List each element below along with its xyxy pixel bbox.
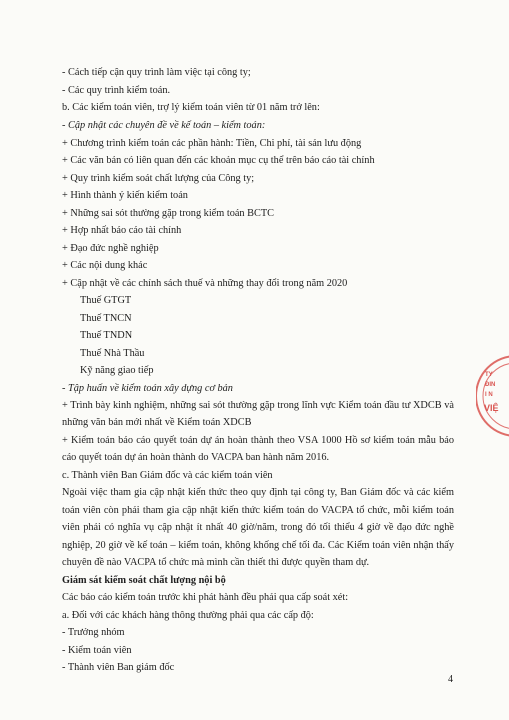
text-line: + Các nội dung khác	[62, 260, 148, 271]
stamp-text: ĐIN	[485, 382, 496, 388]
text-line: + Kiểm toán báo cáo quyết toán dự án hoàn thành theo VSA 1000 Hồ sơ kiểm toán mẫu báo	[62, 435, 454, 446]
text-line: toán viên còn phải tham gia cập nhật kiến thức kiểm toán do VACPA tổ chức, mỗi kiểm toán	[62, 505, 454, 516]
text-line: Thuế TNCN	[80, 313, 132, 324]
text-line: + Chương trình kiểm toán các phần hành: Tiền, Chi phí, tài sản lưu động	[62, 138, 362, 149]
stamp-text: VIỆ	[484, 403, 499, 413]
text-line: + Cập nhật về các chính sách thuế và những thay đổi trong năm 2020	[62, 278, 348, 289]
text-line: + Hình thành ý kiến kiểm toán	[62, 190, 188, 201]
company-stamp	[476, 348, 509, 444]
text-line: - Cách tiếp cận quy trình làm việc tại công ty;	[62, 67, 251, 78]
text-line: + Đạo đức nghề nghiệp	[62, 243, 159, 254]
text-line: cáo quyết toán dự án hoàn thành do VACPA ban hành năm 2016.	[62, 452, 330, 463]
text-line: - Kiểm toán viên	[62, 645, 132, 656]
text-line: a. Đối với các khách hàng thông thường phải qua các cấp độ:	[62, 610, 314, 621]
text-line: Ngoài việc tham gia cập nhật kiến thức theo quy định tại công ty, Ban Giám đốc và các kiểm	[62, 487, 454, 498]
text-line: Thuế GTGT	[80, 295, 132, 306]
text-line: Kỹ năng giao tiếp	[80, 365, 154, 376]
text-line: - Tập huấn về kiểm toán xây dựng cơ bản	[62, 383, 233, 394]
section-heading: Giám sát kiểm soát chất lượng nội bộ	[62, 575, 226, 586]
text-line: chuyên đề nào VACPA tổ chức mà mình cần thiết thì được quyền tham dự.	[62, 557, 370, 568]
text-line: + Trình bày kinh nghiệm, những sai sót thường gặp trong lĩnh vực Kiểm toán đầu tư XDCB và	[62, 400, 454, 411]
text-line: + Hợp nhất báo cáo tài chính	[62, 225, 182, 236]
text-line: c. Thành viên Ban Giám đốc và các kiểm toán viên	[62, 470, 273, 481]
text-line: - Cập nhật các chuyên đề về kế toán – kiểm toán:	[62, 120, 266, 131]
text-line: + Những sai sót thường gặp trong kiểm toán BCTC	[62, 208, 275, 219]
text-line: viên phải có nghĩa vụ cập nhật ít nhất 40 giờ/năm, trong đó tối thiểu 4 giờ về đạo đức nghề	[62, 522, 454, 533]
text-line: - Các quy trình kiểm toán.	[62, 85, 171, 96]
text-line: + Quy trình kiểm soát chất lượng của Công ty;	[62, 173, 255, 184]
text-line: Các báo cáo kiểm toán trước khi phát hành đều phải qua cấp soát xét:	[62, 592, 349, 603]
text-line: + Các văn bản có liên quan đến các khoản mục cụ thể trên báo cáo tài chính	[62, 155, 375, 166]
text-line: b. Các kiểm toán viên, trợ lý kiểm toán viên từ 01 năm trở lên:	[62, 102, 320, 113]
text-line: - Thành viên Ban giám đốc	[62, 662, 175, 673]
text-line: Thuế TNDN	[80, 330, 133, 341]
text-line: những văn bản mới nhất về Kiểm toán XDCB	[62, 417, 252, 428]
text-line: nghiệp, 20 giờ về kế toán – kiểm toán, không khống chế tối đa. Các Kiểm toán viên nhận thấy	[62, 540, 454, 551]
text-line: - Trưởng nhóm	[62, 627, 125, 638]
page-number: 4	[448, 674, 453, 685]
text-line: Thuế Nhà Thầu	[80, 348, 145, 359]
stamp-text: TY	[485, 372, 493, 378]
stamp-text: I N	[485, 392, 493, 398]
